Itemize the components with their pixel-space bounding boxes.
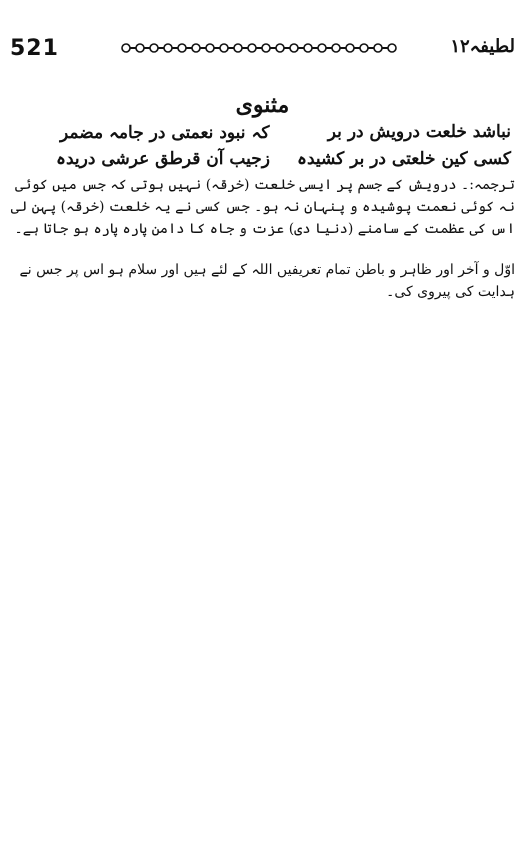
ornament-divider-icon: [120, 40, 400, 56]
page-number: 521: [10, 36, 59, 61]
heading-masnavi: مثنوی: [235, 92, 290, 118]
verse-2-first-hemistich: کسی کین خلعتی در بر کشیدہ: [297, 149, 511, 169]
verse-2-second-hemistich: زجیب آن قرطق عرشی دریدہ: [56, 149, 270, 169]
verse-1-second-hemistich: کہ نبود نعمتی در جامہ مضمر: [60, 123, 270, 143]
section-label: لطیفہ۱۲: [450, 36, 515, 57]
closing-paragraph: اوّل و آخر اور ظاہر و باطن تمام تعریفیں اللہ کے لئے ہیں اور سلام ہو اس پر جس نے ہدایت کی پیروی کی۔: [19, 262, 515, 300]
translation-paragraph: ترجمہ:۔ درویش کے جسم پر ایسی خلعت (خرقہ) نہیں ہوتی کہ جس میں کوئی نہ کوئی نعمت پوشیدہ و پنہان نہ ہو۔ جس کسی نے یہ خلعت (خرقہ) پہن لی اس کی عظمت کے سامنے (دنیا دی) عزت و جاہ کا دامن پارہ پارہ ہو جاتا ہے۔: [10, 177, 515, 237]
verse-1-first-hemistich: نباشد خلعت درویش در بر: [327, 122, 511, 142]
page-header: [10, 36, 515, 66]
